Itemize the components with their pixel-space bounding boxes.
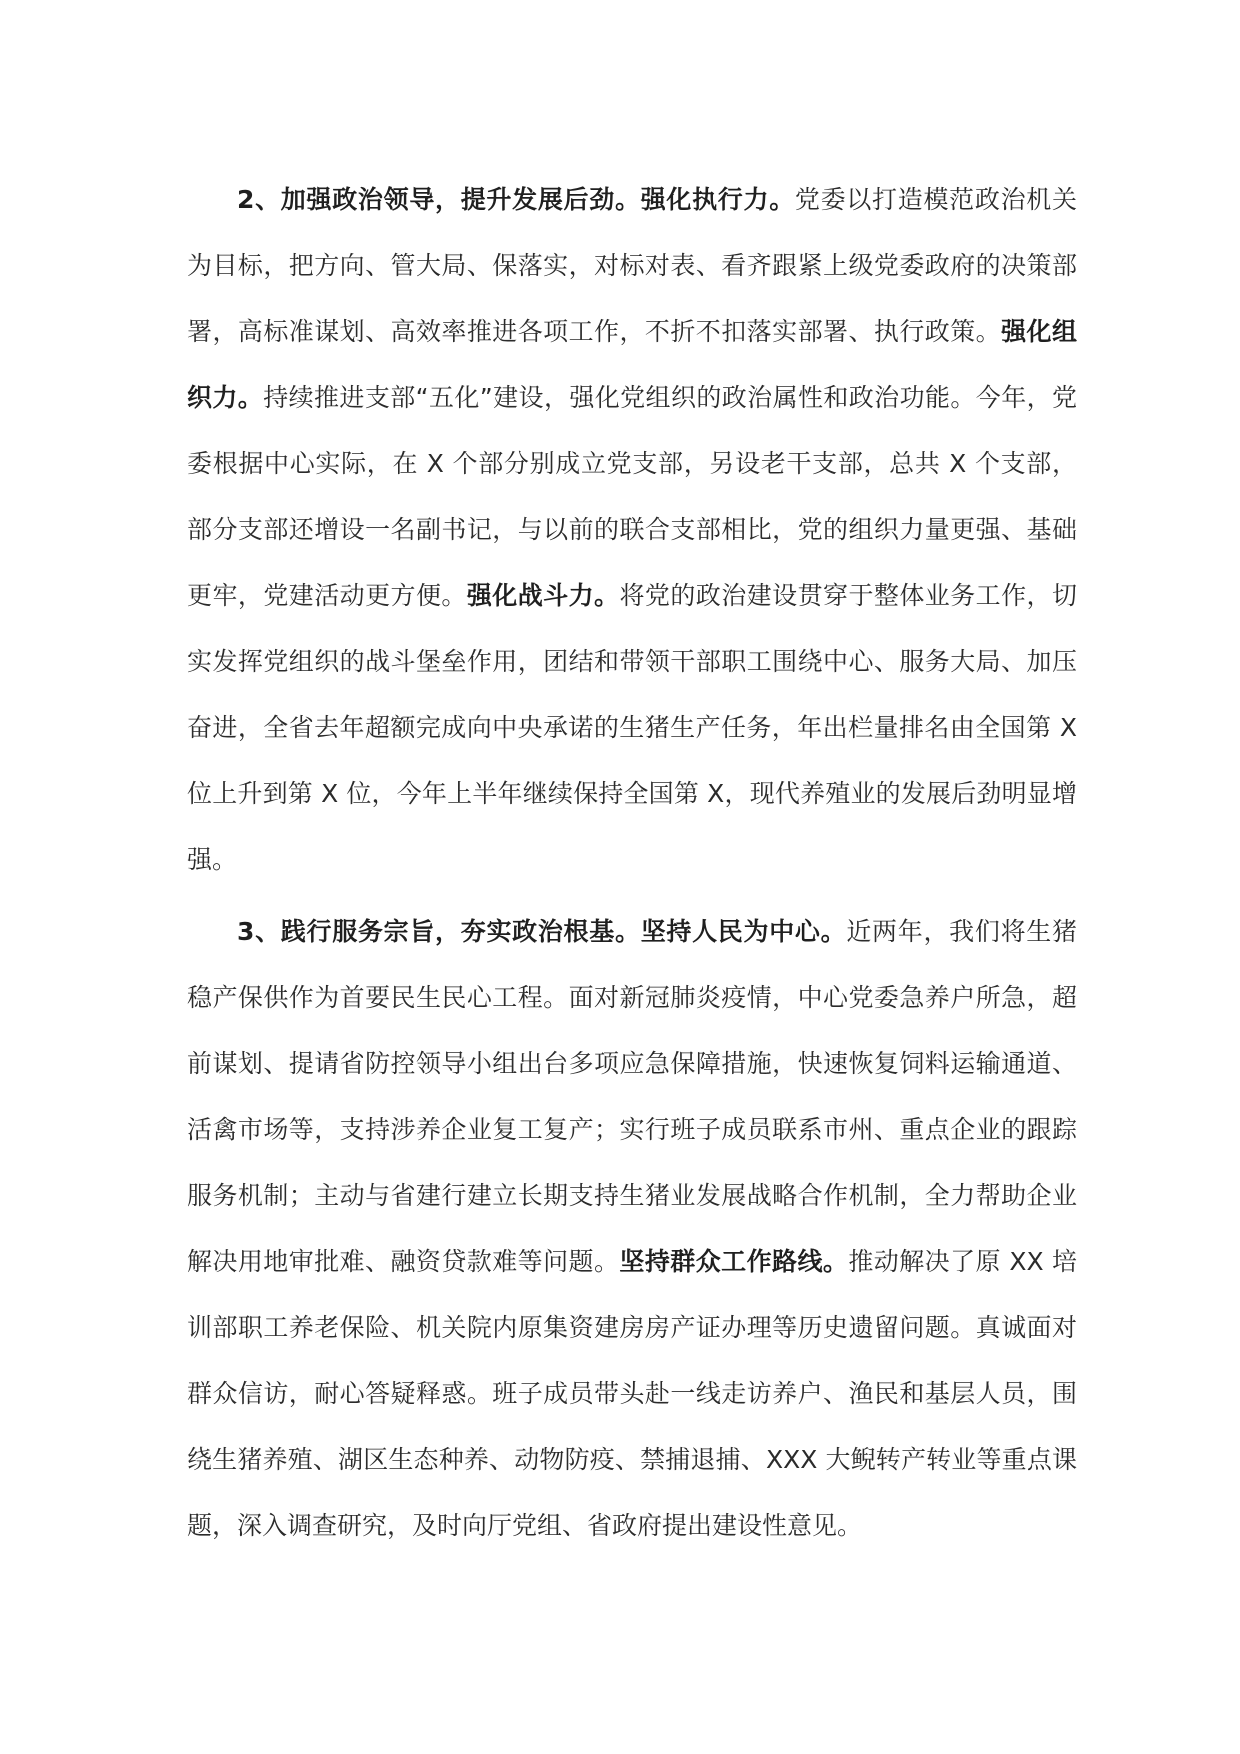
paragraph-2-heading: 2、加强政治领导，提升发展后劲。 [237,185,641,214]
paragraph-2-text-2: 持续推进支部“五化”建设，强化党组织的政治属性和政治功能。今年，党委根据中心实际，在 X 个部分别成立党支部，另设老干支部，总共 X 个支部，部分支部还增设一名副书记，与以前的联合支部相比，党的组织力量更强、基础更牢，党建活动更方便。 [187,383,1077,610]
paragraph-3 [187,899,1077,1559]
paragraph-2 [187,167,1077,893]
subheading-combat: 强化战斗力。 [466,581,620,610]
paragraph-3-text-1: 近两年，我们将生猪稳产保供作为首要民生民心工程。面对新冠肺炎疫情，中心党委急养户所急，超前谋划、提请省防控领导小组出台多项应急保障措施，快速恢复饲料运输通道、活禽市场等，支持涉养企业复工复产；实行班子成员联系市州、重点企业的跟踪服务机制；主动与省建行建立长期支持生猪业发展战略合作机制，全力帮助企业解决用地审批难、融资贷款难等问题。 [187,917,1077,1276]
document-body [187,167,1077,1559]
paragraph-3-text-2: 推动解决了原 XX 培训部职工养老保险、机关院内原集资建房房产证办理等历史遗留问题。真诚面对群众信访，耐心答疑释惑。班子成员带头赴一线走访养户、渔民和基层人员，围绕生猪养殖、湖区生态种养、动物防疫、禁捕退捕、XXX 大鲵转产转业等重点课题，深入调查研究，及时向厅党组、省政府提出建设性意见。 [187,1247,1077,1540]
paragraph-2-text-1: 党委以打造模范政治机关为目标，把方向、管大局、保落实，对标对表、看齐跟紧上级党委政府的决策部署，高标准谋划、高效率推进各项工作，不折不扣落实部署、执行政策。 [187,185,1077,346]
paragraph-3-heading: 3、践行服务宗旨，夯实政治根基。 [237,917,641,946]
subheading-organization: 强化组织力。 [187,317,1077,412]
subheading-people-centered: 坚持人民为中心。 [640,917,847,946]
paragraph-2-text-3: 将党的政治建设贯穿于整体业务工作，切实发挥党组织的战斗堡垒作用，团结和带领干部职工围绕中心、服务大局、加压奋进，全省去年超额完成向中央承诺的生猪生产任务，年出栏量排名由全国第 X 位上升到第 X 位，今年上半年继续保持全国第 X，现代养殖业的发展后劲明显增强。 [187,581,1077,874]
subheading-mass-line: 坚持群众工作路线。 [619,1247,849,1276]
subheading-execution: 强化执行力。 [640,185,795,214]
